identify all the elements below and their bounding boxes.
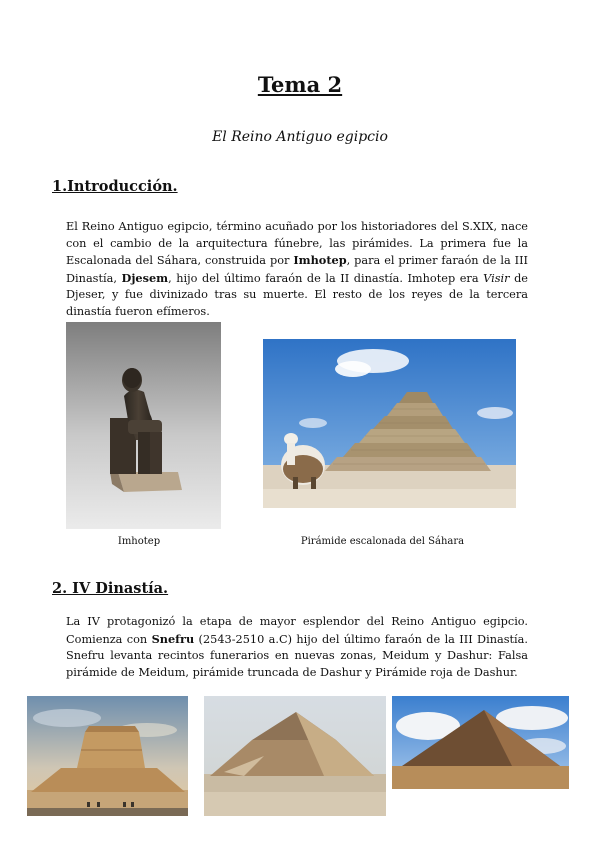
red-pyramid-image <box>392 696 569 789</box>
text-run: , hijo del último faraón de la II dinastía. Imhotep era <box>168 271 484 285</box>
text-run: La IV protagonizó la etapa de mayor esplendor del Reino Antiguo egipcio. Comienza con <box>66 615 528 646</box>
bold-term: Snefru <box>151 631 195 646</box>
section-heading-iv-dinastia: 2. IV Dinastía. <box>52 580 169 597</box>
bent-pyramid-image <box>204 696 386 816</box>
imhotep-statue-image <box>66 322 221 529</box>
text-run: de Djeser, y fue divinizado tras su muerte. El resto de los reyes de la tercera dinastía fueron efímeros. <box>66 271 528 318</box>
text-run: , para el primer faraón de la III Dinastía, <box>66 254 528 285</box>
caption-step-pyramid: Pirámide escalonada del Sáhara <box>300 536 465 547</box>
text-run: (2543-2510 a.C) hijo del último faraón de la III Dinastía. Snefru levanta recintos funerarios en nuevas zonas, Meidum y Dashur: Falsa pirámide de Meidum, pirámide truncada de Dashur y Pirámide roja de Dashur. <box>66 632 528 679</box>
bold-term: Djesem <box>121 270 169 285</box>
caption-imhotep: Imhotep <box>117 536 161 547</box>
bold-term: Imhotep <box>293 253 347 267</box>
section-heading-introduccion: 1.Introducción. <box>52 178 178 195</box>
intro-paragraph <box>66 219 528 320</box>
text-run: El Reino Antiguo egipcio, término acuñado por los historiadores del S.XIX, nace con el cambio de la arquitectura fúnebre, las pirámides. La primera fue la Escalonada del Sáhara, construida por <box>66 220 528 267</box>
page-subtitle: El Reino Antiguo egipcio <box>212 129 388 145</box>
step-pyramid-image <box>263 339 516 508</box>
meidum-pyramid-image <box>27 696 188 816</box>
italic-term: Visir <box>483 271 510 285</box>
iv-dinastia-paragraph <box>66 614 528 681</box>
page-title: Tema 2 <box>257 72 343 97</box>
